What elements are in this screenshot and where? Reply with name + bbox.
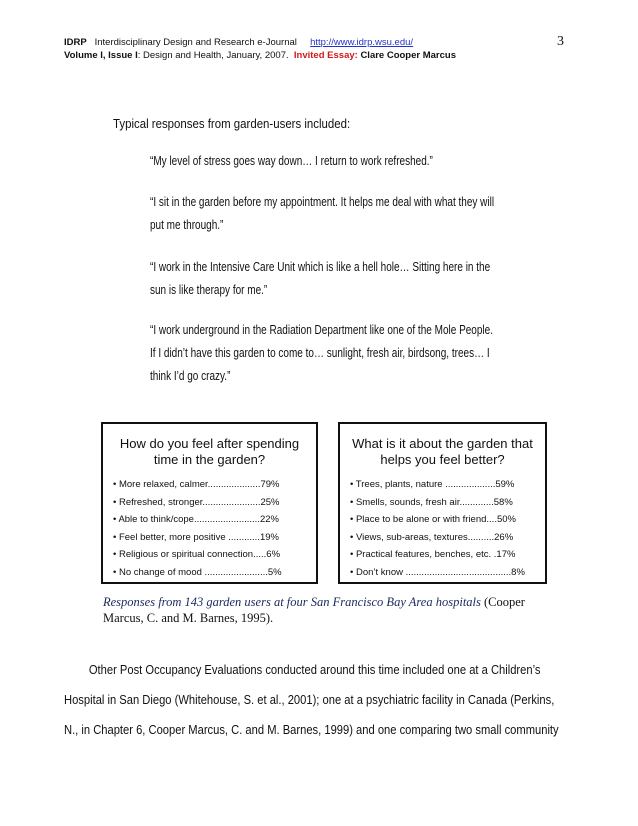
box-title-line: helps you feel better? xyxy=(380,452,505,467)
caption-citation: (Cooper Marcus, C. and M. Barnes, 1995). xyxy=(103,595,525,625)
journal-name: Interdisciplinary Design and Research e-Journal xyxy=(94,37,297,48)
box-title-line: time in the garden? xyxy=(153,452,266,467)
caption-italic: Responses from 143 garden users at four San Francisco Bay Area hospitals xyxy=(103,595,481,609)
list-item: • More relaxed, calmer....................79% xyxy=(113,479,280,490)
quote-3 xyxy=(150,256,490,302)
header-line-2 xyxy=(64,49,456,62)
quote-2 xyxy=(150,191,494,237)
list-item: • Able to think/cope.........................22% xyxy=(113,514,279,525)
journal-url-link[interactable]: http://www.idrp.wsu.edu/ xyxy=(310,37,414,48)
survey-box-reasons xyxy=(338,422,547,584)
body-paragraph xyxy=(64,655,564,745)
list-item: • Smells, sounds, fresh air.............58% xyxy=(350,496,513,508)
quote-1 xyxy=(150,150,433,173)
list-item: • Trees, plants, nature ...................59% xyxy=(350,479,515,490)
survey-box-feelings xyxy=(101,422,318,584)
box-title xyxy=(103,436,316,468)
list-item: • Practical features, benches, etc. .17% xyxy=(350,549,516,560)
paragraph-line: Hospital in San Diego (Whitehouse, S. et al., 2001); one at a psychiatric facility in Canada (Perkins, xyxy=(64,692,555,707)
quote-line: “My level of stress goes way down… I return to work refreshed.” xyxy=(150,154,433,168)
invited-essay-label: Invited Essay: xyxy=(293,50,358,61)
quote-line: If I didn’t have this garden to come to… sunlight, fresh air, birdsong, trees… I xyxy=(150,346,490,360)
quote-line: “I sit in the garden before my appointment. It helps me deal with what they will xyxy=(150,195,495,209)
figure-caption xyxy=(103,594,543,626)
quote-line: put me through.” xyxy=(150,218,224,232)
header-line-1 xyxy=(64,36,456,49)
list-item: • Place to be alone or with friend....50% xyxy=(350,514,516,525)
box-title xyxy=(340,436,545,468)
list-item: • Religious or spiritual connection.....6% xyxy=(113,549,281,560)
response-list xyxy=(113,476,282,581)
box-title-line: How do you feel after spending xyxy=(119,436,300,451)
list-item: • Feel better, more positive ............19% xyxy=(113,531,279,543)
quote-line: “I work in the Intensive Care Unit which is like a hell hole… Sitting here in the xyxy=(150,260,491,274)
journal-abbr: IDRP xyxy=(64,37,87,48)
box-title-line: What is it about the garden that xyxy=(352,436,533,451)
list-item: • No change of mood ........................5% xyxy=(113,566,282,578)
quote-line: “I work underground in the Radiation Department like one of the Mole People. xyxy=(150,323,493,337)
page-number: 3 xyxy=(557,34,564,49)
author-name: Clare Cooper Marcus xyxy=(360,50,456,61)
paragraph-line: Other Post Occupancy Evaluations conducted around this time included one at a Children’s xyxy=(64,662,541,677)
intro-text: Typical responses from garden-users included: xyxy=(113,116,351,131)
list-item: • Refreshed, stronger......................25% xyxy=(113,496,280,508)
running-header xyxy=(64,36,456,62)
quote-4 xyxy=(150,319,493,388)
list-item: • Don’t know ........................................8% xyxy=(350,566,525,578)
response-list xyxy=(350,476,525,581)
issue-info: : Design and Health, January, 2007. xyxy=(137,50,289,61)
list-item: • Views, sub-areas, textures..........26% xyxy=(350,531,514,543)
paragraph-line: N., in Chapter 6, Cooper Marcus, C. and M. Barnes, 1999) and one comparing two small community xyxy=(64,722,559,737)
quote-line: think I’d go crazy.” xyxy=(150,369,231,383)
quote-line: sun is like therapy for me.” xyxy=(150,283,268,297)
volume-issue: Volume I, Issue I xyxy=(64,50,138,61)
